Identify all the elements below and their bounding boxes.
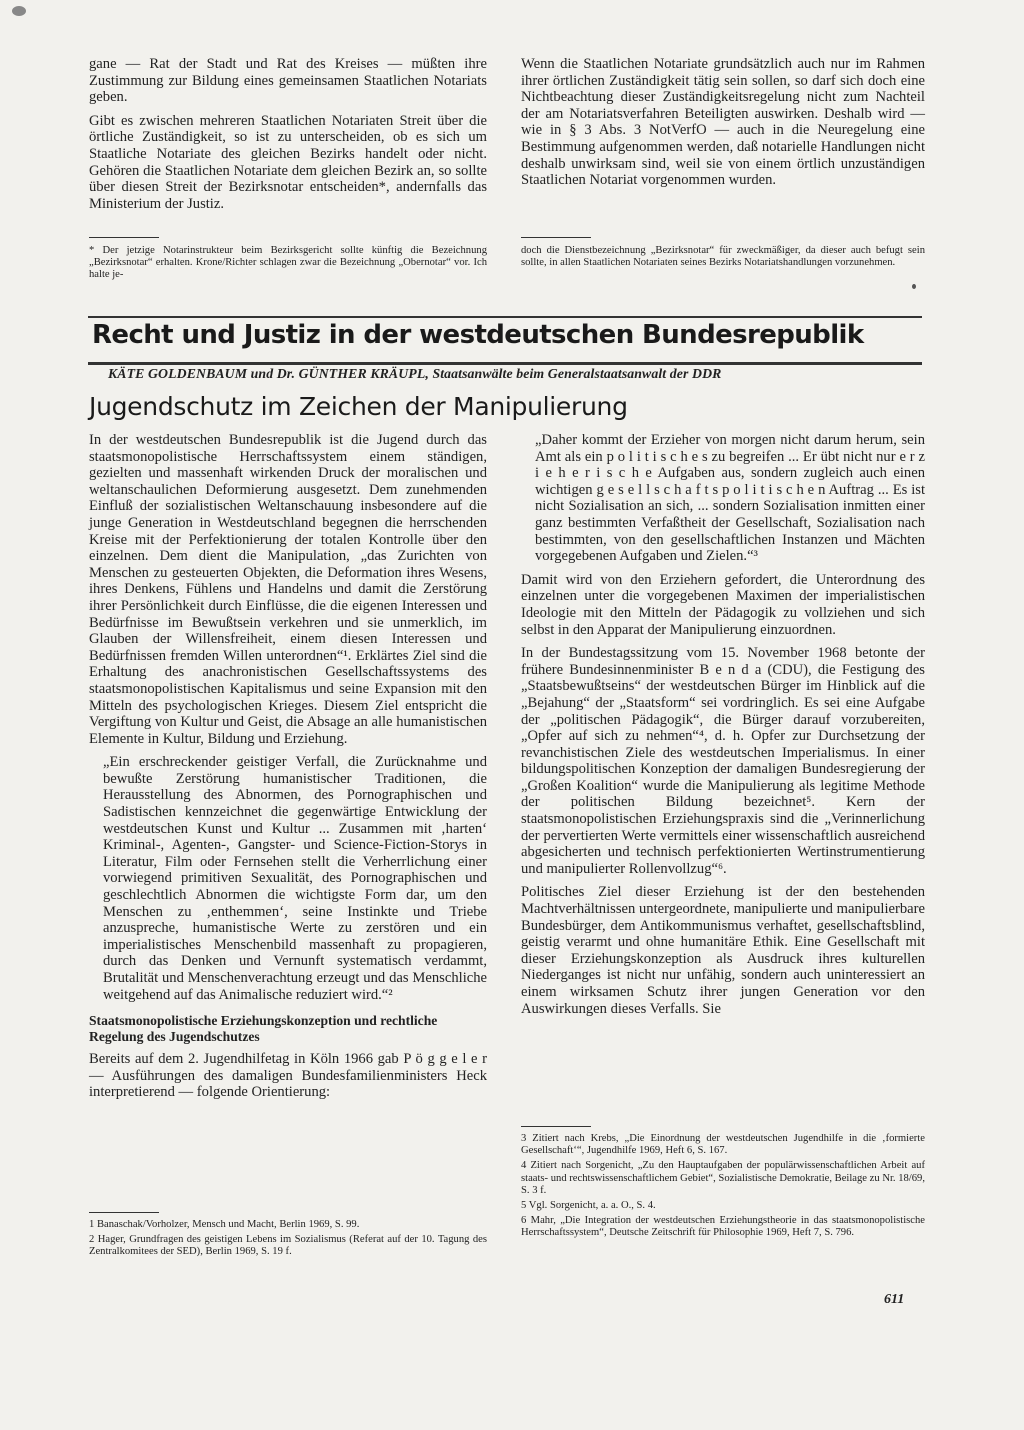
footnote: 2 Hager, Grundfragen des geistigen Lebens im Sozialismus (Referat auf der 10. Tagung des Zentralkomitees der SED), Berlin 1969, S. 19 f. xyxy=(89,1234,487,1258)
paragraph: In der westdeutschen Bundesrepublik ist die Jugend durch das staatsmonopolistische Herrschaftssystem einem ständigen, gezielten und massenhaft wirkenden Druck der moralischen und weltanschaulichen Deformierung ausgesetzt. Dem zunehmenden Einfluß der sozialistischen Weltanschauung insbesondere auf die junge Generation in Westdeutschland begegnen die herrschenden Kreise mit der Perfektionierung der totalen Kontrolle über den einzelnen. Dem dient die Manipulation, „das Zurichten von Menschen zu gesteuerten Objekten, die Deformation ihres Wesens, ihres Denkens, Fühlens und Handelns und damit die Zerstörung ihrer Persönlichkeit durch Einflüsse, die die eigenen Interessen und Bedürfnisse im Bewußtsein verkehren und sie unmerklich, im Glauben der Willensfreiheit, einem diesen Interessen und Bedürfnissen fremden Willen unterordnen“¹. Erklärtes Ziel sind die Erhaltung des anachronistischen Gesellschaftssystems des staatsmonopolistischen Kapitalismus und seine Expansion mit den Mitteln des psychologischen Krieges. Diesem Ziel entspricht die Vergiftung von Kultur und Geist, die Absage an alle humanistischen Elemente in Kultur, Bildung und Erziehung. xyxy=(89,432,487,747)
section-title: Recht und Justiz in der westdeutschen Bundesrepublik xyxy=(92,320,864,350)
footnote: 6 Mahr, „Die Integration der westdeutschen Erziehungstheorie in das staatsmonopolistische Herrschaftssystem“, Deutsche Zeitschrift für Philosophie 1969, Heft 7, S. 796. xyxy=(521,1215,925,1239)
footnote: 1 Banaschak/Vorholzer, Mensch und Macht, Berlin 1969, S. 99. xyxy=(89,1219,360,1230)
article-title: Jugendschutz im Zeichen der Manipulierung xyxy=(89,392,628,421)
footnote: * Der jetzige Notarinstrukteur beim Bezirksgericht sollte künftig die Bezeichnung „Bezirksnotar“ erhalten. Krone/Richter schlagen zwar die Bezeichnung „Obernotar“ vor. Ich halte je- xyxy=(89,245,487,281)
paragraph: In der Bundestagssitzung vom 15. November 1968 betonte der frühere Bundesinnenminister B e n d a (CDU), die Festigung des „Staatsbewußtseins“ der westdeutschen Bürger im Hinblick auf die „Bejahung“ der „Staatsform“ sei vordringlich. Es sei eine Aufgabe der „politischen Pädagogik“, die Bürger darauf vorzubereiten, „Opfer auf sich zu nehmen“⁴, d. h. Opfer zur Durchsetzung der revanchistischen Ziele des westdeutschen Imperialismus. In einer bildungspolitischen Konzeption der damaligen Bundesregierung der „Großen Koalition“ wurde die Manipulierung als legitime Methode der politischen Bildung bezeichnet⁵. Kern der staatsmonopolistischen Erziehungspraxis sind die „Verinnerlichung der pervertierten Werte vermittels einer wissenschaftlich ausreichend abgesicherten und technisch perfektionierten Wertinstrumentierung und manipulierter Rollenvollzug“⁶. xyxy=(521,645,925,877)
top-left-column xyxy=(89,56,487,212)
footnote: 3 Zitiert nach Krebs, „Die Einordnung der westdeutschen Jugendhilfe in die ‚formierte Gesellschaft‘“, Jugendhilfe 1969, Heft 6, S. 167. xyxy=(521,1133,925,1157)
page-number: 611 xyxy=(884,1292,905,1307)
article-footnotes-left xyxy=(89,1219,487,1259)
block-quote: „Daher kommt der Erzieher von morgen nicht darum herum, sein Amt als ein p o l i t i s c h e s zu begreifen ... Er übt nicht nur e r z i e h e r i s c h e Aufgaben aus, sondern zugleich auch einen wichtigen g e s e l l s c h a f t s p o l i t i s c h e n Auftrag ... Es ist nicht Sozialisation an sich, ... sondern Sozialisation inmitten einer ganz bestimmten Verfaßtheit der Gesellschaft, Sozialisation nach bestimmten, von den gesellschaftlichen Instanzen und Mächten vorgegebenen Aufgaben und Zielen.“³ xyxy=(535,432,925,565)
block-quote: „Ein erschreckender geistiger Verfall, die Zurücknahme und bewußte Zerstörung humanistischer Traditionen, die Herausstellung des Abnormen, des Pornographischen und Sadistischen kennzeichnet die gegenwärtige Entwicklung der westdeutschen Kunst und Kultur ... Zusammen mit ‚harten‘ Kriminal-, Agenten-, Gangster- und Science-Fiction-Storys in Literatur, Film oder Fernsehen stellt die Verherrlichung einer vorwiegend primitiven Sexualität, des Pornographischen und geschlechtlich Abnormen die wichtigste Form dar, um den Menschen zu ‚enthemmen‘, seine Instinkte und Triebe anzuspreche, humanistische Werte zu zerstören und ein imperialistisches Menschenbild massenhaft zu propagieren, durch das Denken und Vernunft systematisch verdammt, Brutalität und Menschenverachtung erzeugt und das Menschliche weitgehend auf das Animalische reduziert wird.“² xyxy=(103,754,487,1003)
top-right-column xyxy=(521,56,925,189)
footnote-divider xyxy=(89,1212,159,1213)
byline: KÄTE GOLDENBAUM und Dr. GÜNTHER KRÄUPL, Staatsanwälte beim Generalstaatsanwalt der DDR xyxy=(108,366,722,381)
footnote-divider xyxy=(89,237,159,238)
paragraph: Wenn die Staatlichen Notariate grundsätzlich auch nur im Rahmen ihrer örtlichen Zuständigkeit tätig sein sollen, so darf sich doch eine Nichtbeachtung dieser Zuständigkeitsregelung nicht zum Nachteil der am Notariatsverfahren Beteiligten auswirken. Deshalb wird — wie in § 3 Abs. 3 NotVerfO — auch in die Neuregelung eine Bestimmung aufgenommen werden, daß notarielle Handlungen nicht deshalb unwirksam sind, weil sie von einem örtlich unzuständigen Staatlichen Notariat vorgenommen wurden. xyxy=(521,56,925,189)
top-footnote-left xyxy=(89,245,487,282)
article-footnotes-right xyxy=(521,1133,925,1240)
paragraph: Bereits auf dem 2. Jugendhilfetag in Köln 1966 gab P ö g g e l e r — Ausführungen des damaligen Bundesfamilienministers Heck interpretierend — folgende Orientierung: xyxy=(89,1051,487,1101)
scan-speck xyxy=(912,284,916,289)
footnote: 4 Zitiert nach Sorgenicht, „Zu den Hauptaufgaben der populärwissenschaftlichen Arbeit auf staats- und rechtswissenschaftlichem Gebiet“, Sozialistische Demokratie, Beilage zu Nr. 18/69, S. 3 f. xyxy=(521,1160,925,1196)
article-left-column xyxy=(89,432,487,1101)
section-banner xyxy=(88,316,922,365)
footnote: doch die Dienstbezeichnung „Bezirksnotar“ für zweckmäßiger, da dieser auch befugt sein sollte, in allen Staatlichen Notariaten seines Bezirks Notariatshandlungen vorzunehmen. xyxy=(521,245,925,269)
paragraph: gane — Rat der Stadt und Rat des Kreises — müßten ihre Zustimmung zur Bildung eines gemeinsamen Staatlichen Notariats geben. xyxy=(89,56,487,106)
paragraph: Politisches Ziel dieser Erziehung ist der den bestehenden Machtverhältnissen untergeordnete, manipulierte und manipulierbare Bundesbürger, dem Antikommunismus verhaftet, gesellschaftsblind, geistig verarmt und ohne humanitäre Ethik. Eine Gesellschaft mit dieser Erziehungskonzeption als Ausdruck ihres kulturellen Niederganges ist nicht nur unfähig, sondern auch uninteressiert an einem wirksamen Schutz ihrer jungen Generation vor den Auswirkungen dieses Verfalls. Sie xyxy=(521,884,925,1017)
top-footnote-right xyxy=(521,245,925,269)
footnote: 5 Vgl. Sorgenicht, a. a. O., S. 4. xyxy=(521,1200,656,1212)
footnote-divider xyxy=(521,237,591,238)
footnote-divider xyxy=(521,1126,591,1127)
scan-speck xyxy=(12,6,26,16)
article-right-column xyxy=(521,432,925,1017)
paragraph: Gibt es zwischen mehreren Staatlichen Notariaten Streit über die örtliche Zuständigkeit, so ist zu unterscheiden, ob es sich um Staatliche Notariate des gleichen Bezirks handelt oder nicht. Gehören die Staatlichen Notariate dem gleichen Bezirk an, so sollte über diesen Streit der Bezirksnotar entscheiden*, andernfalls das Ministerium der Justiz. xyxy=(89,112,487,212)
subheading: Staatsmonopolistische Erziehungskonzeption und rechtliche Regelung des Jugendschutzes xyxy=(89,1013,438,1045)
paragraph: Damit wird von den Erziehern gefordert, die Unterordnung des einzelnen unter die vorgegebenen Maximen der imperialistischen Ideologie mit den Mitteln der Pädagogik zu vollziehen und sich selbst in den Apparat der Manipulierung einzuordnen. xyxy=(521,571,925,638)
